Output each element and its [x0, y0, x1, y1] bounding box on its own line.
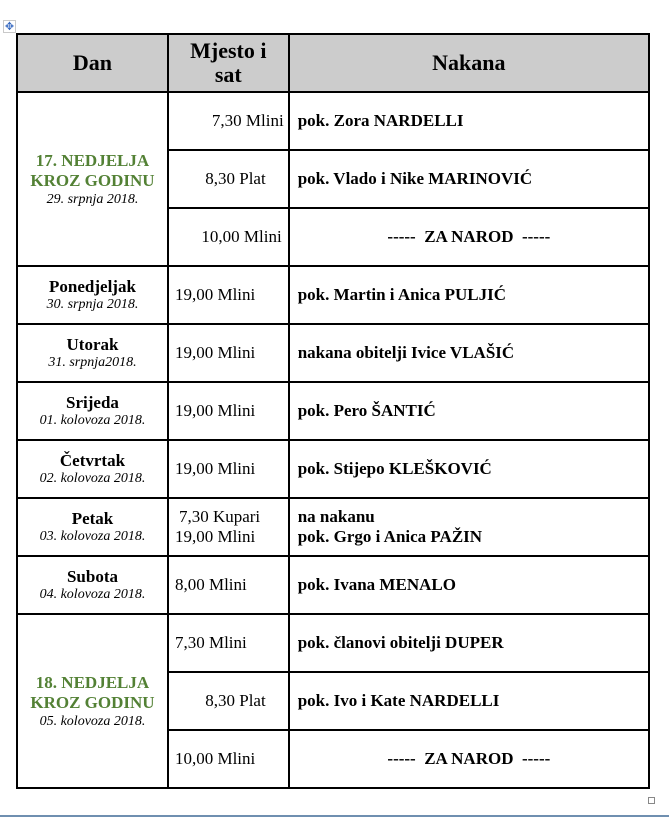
mass-intention: pok. Martin i Anica PULJIĆ	[289, 266, 649, 324]
sunday-date: 05. kolovoza 2018.	[39, 713, 146, 729]
mass-time: 19,00 Mlini	[168, 440, 289, 498]
sunday-name-line2: KROZ GODINU	[30, 692, 155, 712]
mass-intention-line1: na nakanu	[297, 507, 375, 526]
header-intention: Nakana	[289, 34, 649, 92]
day-name: Subota	[66, 566, 118, 586]
mass-time: 10,00 Mlini	[168, 208, 289, 266]
header-row	[17, 34, 649, 92]
day-date: 03. kolovoza 2018.	[39, 528, 146, 544]
header-day: Dan	[17, 34, 168, 92]
table-row	[17, 498, 649, 556]
table-row	[17, 266, 649, 324]
day-cell	[17, 324, 168, 382]
day-date: 30. srpnja 2018.	[46, 296, 139, 312]
mass-time: 8,30 Plat	[168, 150, 289, 208]
mass-time: 19,00 Mlini	[168, 382, 289, 440]
mass-intention: nakana obitelji Ivice VLAŠIĆ	[289, 324, 649, 382]
sunday-name-line1: 18. NEDJELJA	[35, 672, 150, 692]
day-name: Četvrtak	[59, 450, 126, 470]
mass-intention: ----- ZA NAROD -----	[289, 208, 649, 266]
table-row	[17, 92, 649, 150]
day-cell	[17, 440, 168, 498]
mass-time	[168, 498, 289, 556]
mass-time: 7,30 Mlini	[168, 92, 289, 150]
mass-time: 8,30 Plat	[168, 672, 289, 730]
day-cell	[17, 498, 168, 556]
mass-intention: ----- ZA NAROD -----	[289, 730, 649, 788]
sunday-name-line1: 17. NEDJELJA	[35, 150, 150, 170]
mass-time: 19,00 Mlini	[168, 324, 289, 382]
table-row	[17, 556, 649, 614]
mass-intention: pok. Ivana MENALO	[289, 556, 649, 614]
mass-intention: pok. Ivo i Kate NARDELLI	[289, 672, 649, 730]
mass-time: 8,00 Mlini	[168, 556, 289, 614]
mass-time: 7,30 Mlini	[168, 614, 289, 672]
sunday-cell	[17, 92, 168, 266]
mass-time-line2: 19,00 Mlini	[174, 527, 256, 546]
day-cell	[17, 556, 168, 614]
table-resize-handle[interactable]	[648, 797, 655, 804]
sunday-date: 29. srpnja 2018.	[46, 191, 139, 207]
day-cell	[17, 266, 168, 324]
day-name: Srijeda	[66, 392, 119, 412]
mass-schedule-table	[16, 33, 650, 789]
sunday-cell	[17, 614, 168, 788]
day-name: Petak	[71, 508, 114, 528]
mass-time: 10,00 Mlini	[168, 730, 289, 788]
mass-intention: pok. Pero ŠANTIĆ	[289, 382, 649, 440]
mass-intention	[289, 498, 649, 556]
mass-intention: pok. članovi obitelji DUPER	[289, 614, 649, 672]
mass-time-line1: 7,30 Kupari	[178, 507, 261, 526]
table-row	[17, 440, 649, 498]
day-cell	[17, 382, 168, 440]
header-place-time: Mjesto i sat	[168, 34, 289, 92]
table-row	[17, 614, 649, 672]
sunday-name-line2: KROZ GODINU	[30, 170, 155, 190]
mass-intention: pok. Zora NARDELLI	[289, 92, 649, 150]
table-row	[17, 324, 649, 382]
table-move-handle-icon[interactable]: ✥	[4, 20, 15, 33]
table-row	[17, 382, 649, 440]
day-date: 01. kolovoza 2018.	[39, 412, 146, 428]
page-edge-divider	[0, 815, 669, 817]
mass-intention-line2: pok. Grgo i Anica PAŽIN	[297, 527, 483, 546]
day-name: Ponedjeljak	[49, 276, 136, 296]
day-date: 31. srpnja2018.	[48, 354, 137, 370]
mass-intention: pok. Vlado i Nike MARINOVIĆ	[289, 150, 649, 208]
day-date: 02. kolovoza 2018.	[39, 470, 146, 486]
day-date: 04. kolovoza 2018.	[39, 586, 146, 602]
mass-time: 19,00 Mlini	[168, 266, 289, 324]
day-name: Utorak	[66, 334, 119, 354]
mass-intention: pok. Stijepo KLEŠKOVIĆ	[289, 440, 649, 498]
